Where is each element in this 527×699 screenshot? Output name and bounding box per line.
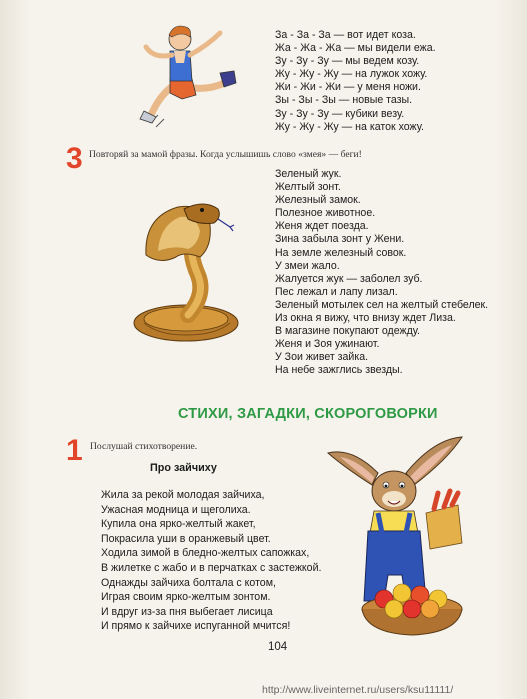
rhyme-line: Жу - Жу - Жу — на лужок хожу. (275, 68, 428, 81)
poem-line: Покрасила уши в оранжевый цвет. (101, 532, 271, 545)
poem-line: Купила она ярко-желтый жакет, (101, 518, 256, 531)
poem-line: Играя своим ярко-желтым зонтом. (101, 591, 271, 604)
phrase-line: Зина забыла зонт у Жени. (275, 233, 405, 246)
rhyme-line: Зу - Зу - Зу — мы ведем козу. (275, 55, 420, 68)
phrase-line: Железный замок. (275, 194, 361, 207)
phrase-line: Женя ждет поезда. (275, 220, 369, 233)
poem-line: Ужасная модница и щеголиха. (101, 503, 251, 516)
poem-line: Жила за рекой молодая зайчиха, (101, 489, 265, 501)
phrase-line: Зеленый мотылек сел на желтый стебелек. (275, 298, 489, 311)
exercise-3-phrases (275, 168, 488, 378)
rhyme-line: Зы - Зы - Зы — новые тазы. (275, 94, 413, 107)
poem-title: Про зайчиху (150, 462, 217, 474)
exercise-1-instruction: Послушай стихотворение. (90, 441, 198, 452)
phrase-line: Женя и Зоя ужинают. (275, 338, 380, 351)
watermark-url: http://www.liveinternet.ru/users/ksu11111/ (262, 684, 454, 696)
exercise-number-1: 1 (66, 434, 83, 467)
exercise-number-3: 3 (66, 142, 83, 175)
phrase-line: У змеи жало. (275, 259, 340, 272)
phrase-line: Из окна я вижу, что внизу ждет Лиза. (275, 312, 456, 325)
running-boy-illustration (112, 15, 247, 140)
poem-line: Однажды зайчиха болтала с котом, (101, 576, 276, 589)
page-number: 104 (268, 641, 288, 653)
section-title: СТИХИ, ЗАГАДКИ, СКОРОГОВОРКИ (178, 406, 438, 422)
phrase-line: Зеленый жук. (275, 168, 342, 180)
phrase-line: На небе зажглись звезды. (275, 364, 403, 377)
poem-lines (101, 488, 321, 634)
rhyme-line: За - За - За — вот идет коза. (275, 29, 416, 41)
rhyme-line: Жа - Жа - Жа — мы видели ежа. (275, 42, 436, 55)
phrase-line: На земле железный совок. (275, 246, 407, 259)
cobra-illustration (118, 195, 253, 355)
poem-line: В жилетке с жабо и в перчатках с застежкой. (101, 561, 322, 574)
poem-line: Ходила зимой в бледно-желтых сапожках, (101, 547, 310, 560)
phrase-line: Пес лежал и лапу лизал. (275, 285, 398, 298)
phrase-line: Жалуется жук — заболел зуб. (275, 272, 423, 285)
phrase-line: У Зои живет зайка. (275, 351, 369, 364)
poem-line: И прямо к зайчихе испуганной мчится! (101, 620, 291, 633)
rhyme-line: Жи - Жи - Жи — у меня ножи. (275, 81, 421, 94)
exercise-3-instruction: Повторяй за мамой фразы. Когда услышишь слово «змея» — беги! (89, 149, 362, 160)
poem-line: И вдруг из-за пня выбегает лисица (101, 605, 273, 618)
rhyme-line: Жу - Жу - Жу — на каток хожу. (275, 120, 424, 133)
syllable-rhymes (275, 29, 436, 134)
phrase-line: Желтый зонт. (275, 181, 341, 194)
phrase-line: Полезное животное. (275, 207, 376, 220)
rabbit-with-apples-illustration (322, 433, 472, 638)
rhyme-line: Зу - Зу - Зу — кубики везу. (275, 107, 405, 120)
phrase-line: В магазине покупают одежду. (275, 325, 420, 338)
